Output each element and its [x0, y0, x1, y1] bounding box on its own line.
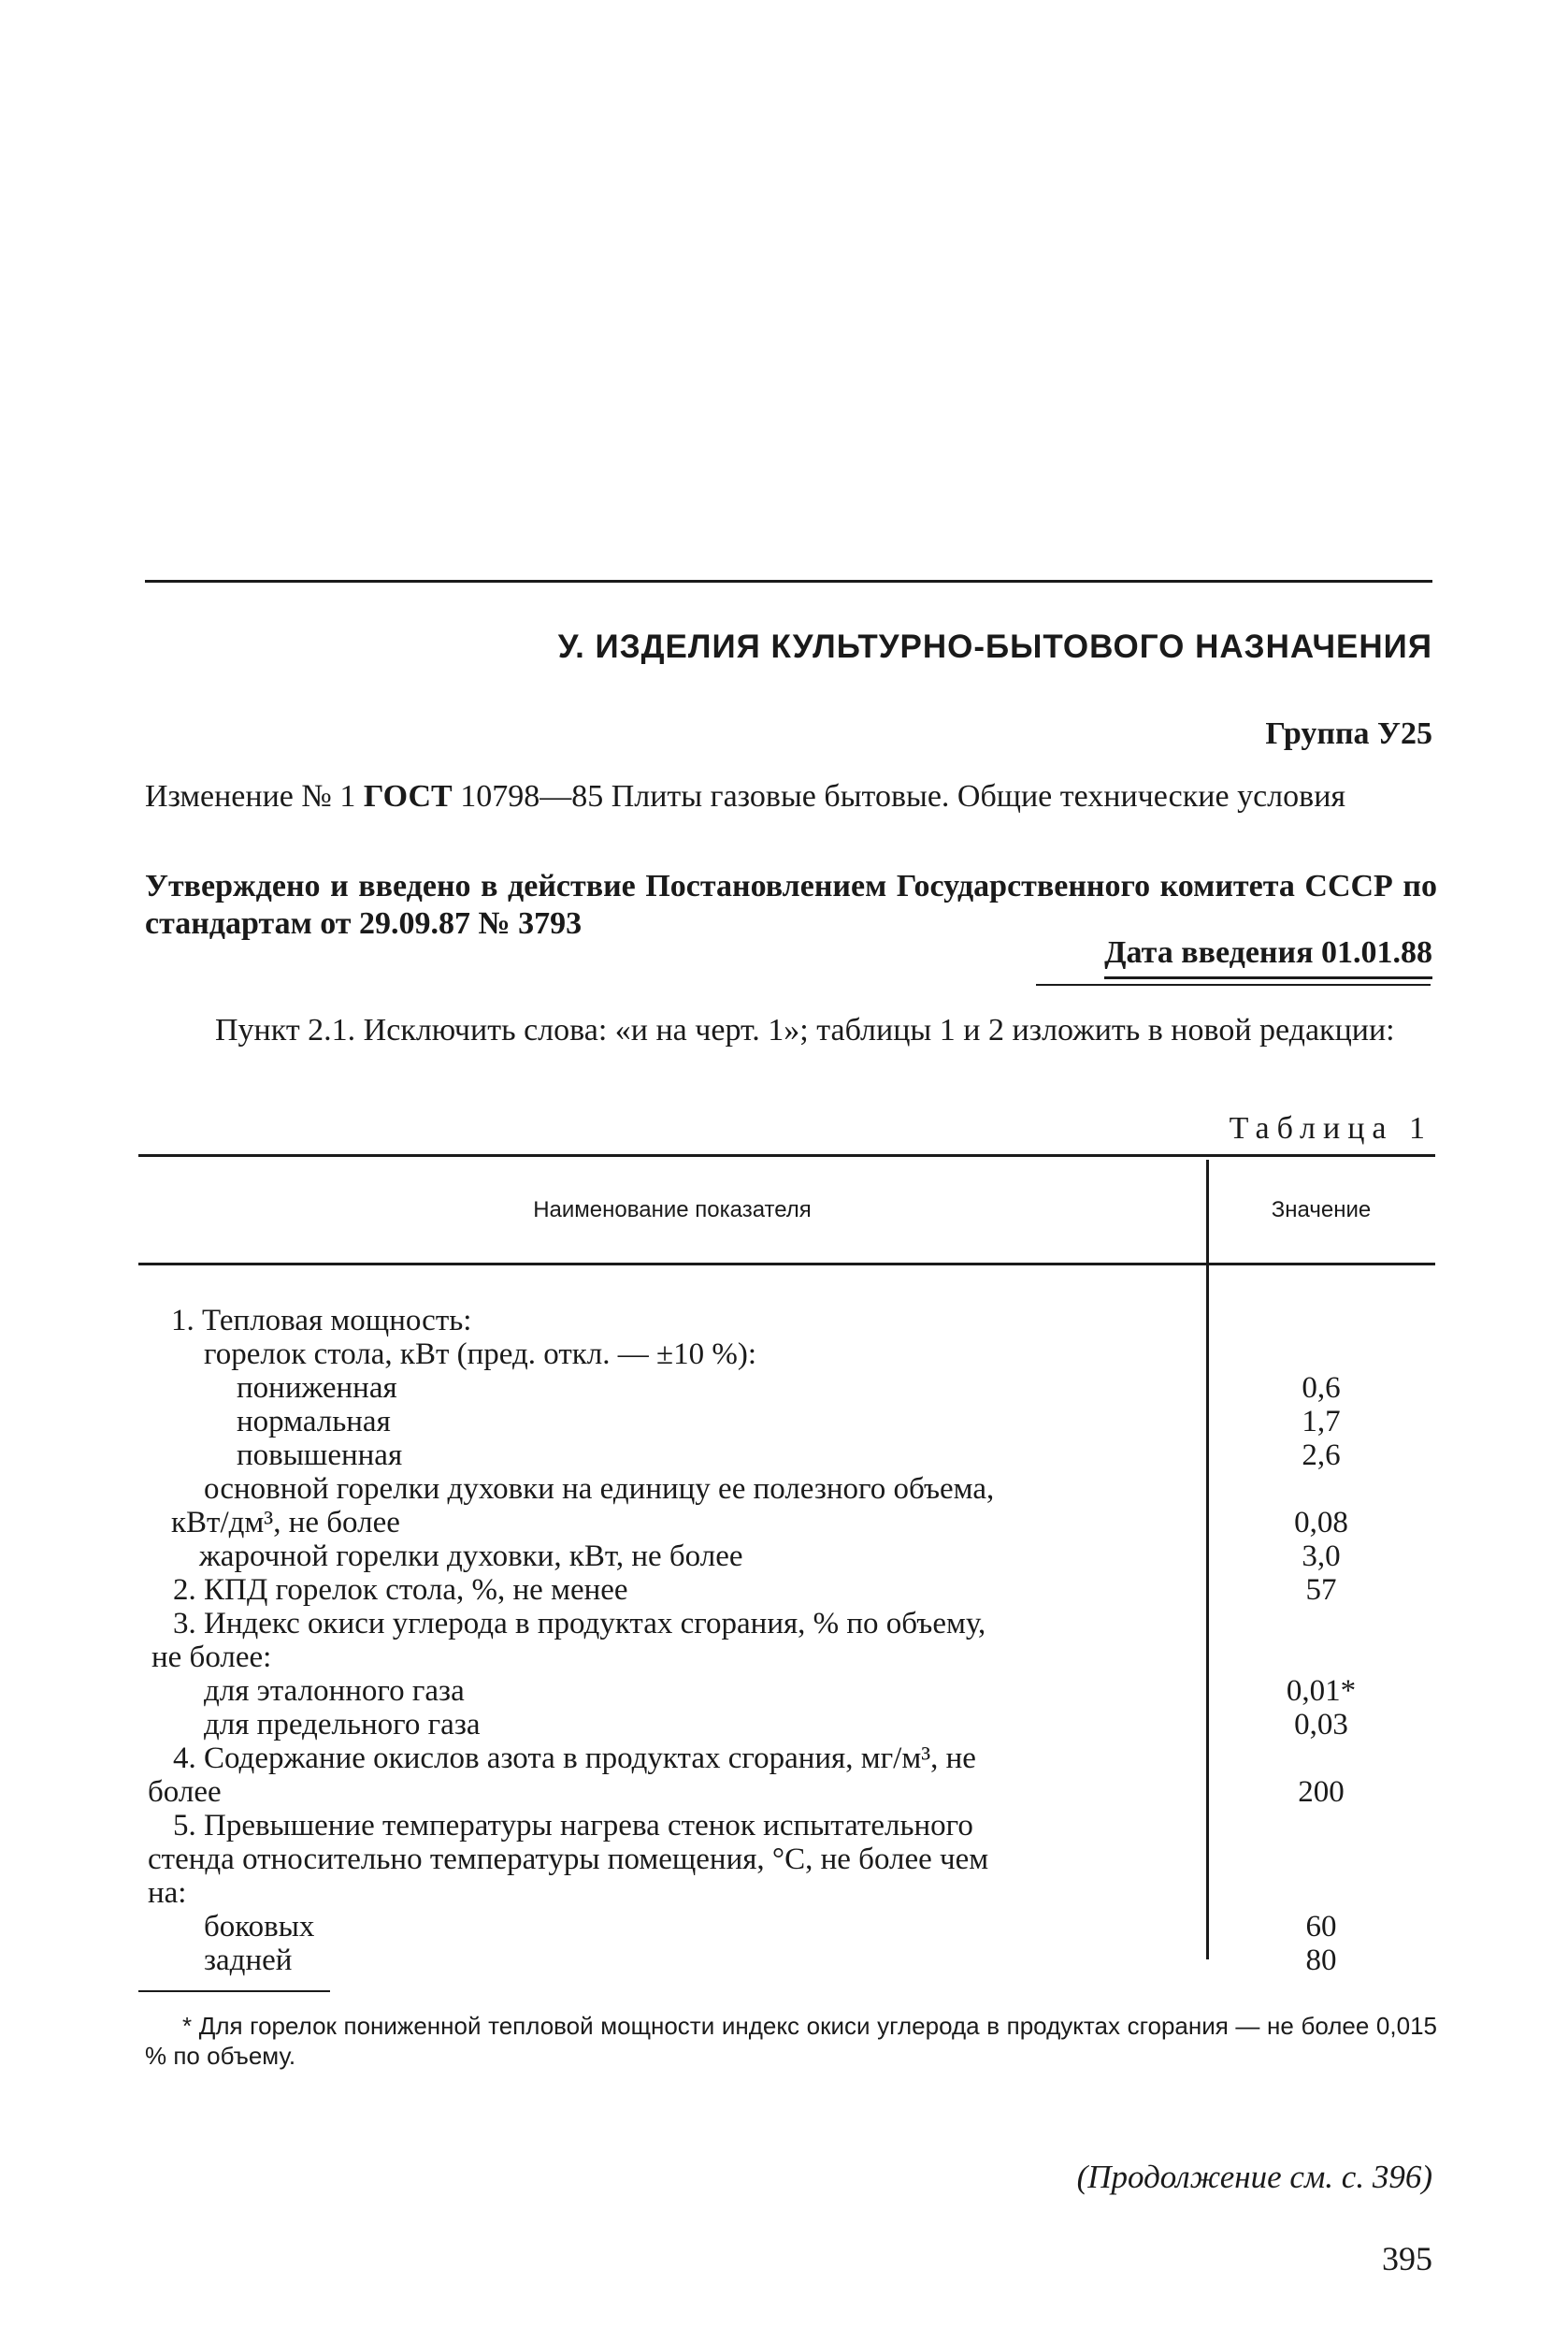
table-row-value: 1,7: [1302, 1405, 1341, 1438]
introduction-date: Дата введения 01.01.88: [1104, 935, 1432, 979]
page-number: 395: [1382, 2240, 1432, 2277]
change-gost: ГОСТ: [363, 779, 453, 814]
section-title: У. ИЗДЕЛИЯ КУЛЬТУРНО-БЫТОВОГО НАЗНАЧЕНИЯ: [557, 629, 1432, 665]
table-header-name: Наименование показателя: [533, 1197, 812, 1222]
change-heading: [145, 778, 1437, 816]
table-row-text: повышенная: [237, 1438, 403, 1472]
table-top-rule: [138, 1154, 1435, 1157]
table-row-text: основной горелки духовки на единицу ее полезного объема,: [204, 1472, 995, 1506]
table-header-value: Значение: [1271, 1197, 1372, 1222]
date-rule: [1036, 984, 1431, 986]
table-row-text: для эталонного газа: [204, 1674, 465, 1708]
table-row-value: 3,0: [1302, 1539, 1341, 1573]
table-row-value: 0,08: [1294, 1506, 1348, 1539]
table-row-text: не более:: [151, 1640, 272, 1674]
table-row-text: пониженная: [237, 1371, 397, 1405]
group-label: Группа У25: [1265, 716, 1432, 751]
approval-text: Утверждено и введено в действие Постановлением Государственного комитета СССР по стандартам от 29.09.87 № 3793: [145, 869, 1437, 941]
table-row-text: боковых: [204, 1910, 315, 1944]
table-row-text: кВт/дм³, не более: [171, 1506, 400, 1539]
table-row-text: 4. Содержание окислов азота в продуктах сгорания, мг/м³, не: [173, 1741, 976, 1775]
table-row-value: 57: [1305, 1573, 1337, 1607]
table-row-text: горелок стола, кВт (пред. откл. — ±10 %):: [204, 1337, 757, 1371]
table-row-text: нормальная: [237, 1405, 391, 1438]
footnote: * Для горелок пониженной тепловой мощности индекс окиси углерода в продуктах сгорания — не более 0,015 % по объему.: [145, 2012, 1437, 2070]
table-row-value: 200: [1298, 1775, 1345, 1809]
point-text: Пункт 2.1. Исключить слова: «и на черт. 1»; таблицы 1 и 2 изложить в новой редакции:: [215, 1013, 1395, 1048]
table-row-value: 0,6: [1302, 1371, 1341, 1405]
top-rule: [145, 580, 1432, 583]
table-row-value: 0,03: [1294, 1708, 1348, 1741]
table-row-text: 1. Тепловая мощность:: [171, 1304, 472, 1337]
table-row-text: 5. Превышение температуры нагрева стенок испытательного: [173, 1809, 973, 1842]
table-row-value: 0,01*: [1286, 1674, 1357, 1708]
footnote-rule: [138, 1990, 330, 1992]
table-row-text: для предельного газа: [204, 1708, 481, 1741]
table-label: Таблица 1: [1229, 1111, 1432, 1146]
continuation-note: (Продолжение см. с. 396): [1076, 2159, 1432, 2195]
table-row-text: стенда относительно температуры помещения, °С, не более чем: [148, 1842, 989, 1876]
table-header-rule: [138, 1263, 1435, 1265]
table-row-value: 80: [1305, 1944, 1337, 1977]
table-row-text: задней: [204, 1944, 293, 1977]
table-row-text: 2. КПД горелок стола, %, не менее: [173, 1573, 628, 1607]
table-row-text: на:: [148, 1876, 187, 1910]
change-prefix: Изменение № 1: [145, 779, 356, 814]
table-row-text: жарочной горелки духовки, кВт, не более: [199, 1539, 743, 1573]
table-row-value: 2,6: [1302, 1438, 1341, 1472]
table-row-text: более: [148, 1775, 222, 1809]
table-row-value: 60: [1305, 1910, 1337, 1944]
table-row-text: 3. Индекс окиси углерода в продуктах сгорания, % по объему,: [173, 1607, 986, 1640]
change-rest: 10798—85 Плиты газовые бытовые. Общие технические условия: [460, 779, 1346, 814]
